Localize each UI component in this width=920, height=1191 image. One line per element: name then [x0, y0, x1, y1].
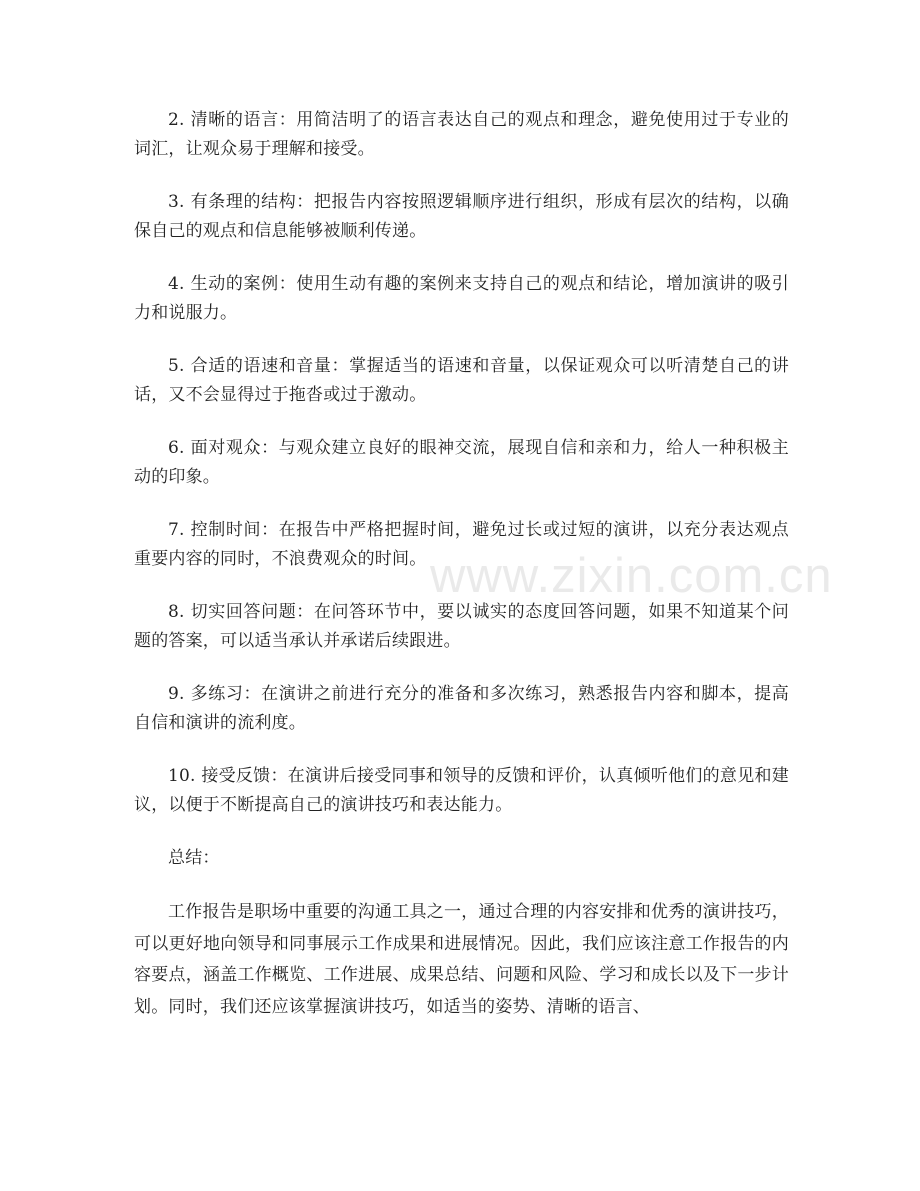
list-item: 5. 合适的语速和音量：掌握适当的语速和音量，以保证观众可以听清楚自己的讲话，又不会显得过于拖沓或过于激动。 — [134, 356, 789, 405]
watermark: www.zixin.com.cn — [430, 549, 833, 603]
summary-heading: 总结： — [168, 848, 220, 868]
list-item: 4. 生动的案例：使用生动有趣的案例来支持自己的观点和结论，增加演讲的吸引力和说服力。 — [134, 274, 789, 323]
list-item: 9. 多练习：在演讲之前进行充分的准备和多次练习，熟悉报告内容和脚本，提高自信和演讲的流利度。 — [134, 684, 789, 733]
list-item: 10. 接受反馈：在演讲后接受同事和领导的反馈和评价，认真倾听他们的意见和建议，以便于不断提高自己的演讲技巧和表达能力。 — [134, 766, 789, 815]
summary-paragraph: 工作报告是职场中重要的沟通工具之一，通过合理的内容安排和优秀的演讲技巧，可以更好地向领导和同事展示工作成果和进展情况。因此，我们应该注意工作报告的内容要点，涵盖工作概览、工作进展、成果总结、问题和风险、学习和成长以及下一步计划。同时，我们还应该掌握演讲技巧，如适当的姿势、清晰的语言、 — [134, 902, 789, 1017]
list-item: 2. 清晰的语言：用简洁明了的语言表达自己的观点和理念，避免使用过于专业的词汇，让观众易于理解和接受。 — [134, 110, 789, 159]
list-item: 7. 控制时间：在报告中严格把握时间，避免过长或过短的演讲，以充分表达观点重要内容的同时，不浪费观众的时间。 — [134, 520, 789, 569]
list-item: 8. 切实回答问题：在问答环节中，要以诚实的态度回答问题，如果不知道某个问题的答案，可以适当承认并承诺后续跟进。 — [134, 602, 789, 651]
list-item: 3. 有条理的结构：把报告内容按照逻辑顺序进行组织，形成有层次的结构，以确保自己的观点和信息能够被顺利传递。 — [134, 192, 789, 241]
list-item: 6. 面对观众：与观众建立良好的眼神交流，展现自信和亲和力，给人一种积极主动的印象。 — [134, 438, 789, 487]
